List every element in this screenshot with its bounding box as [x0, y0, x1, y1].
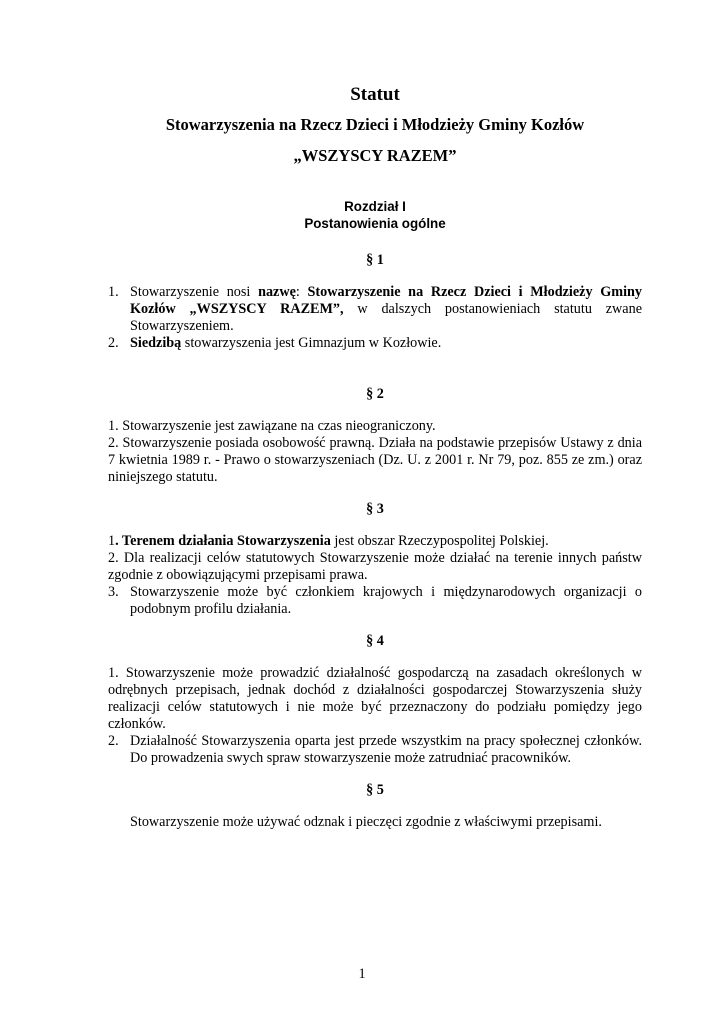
- bold-run: . Terenem działania Stowarzyszenia: [115, 533, 331, 549]
- chapter-name: Postanowienia ogólne: [304, 216, 446, 231]
- text-run: stowarzyszenia jest Gimnazjum w Kozłowie.: [181, 335, 442, 351]
- section-3-item-3: [108, 584, 642, 618]
- bold-run: Siedzibą: [130, 335, 182, 351]
- bold-run: Stowarzyszenie na Rzecz Dzieci i Młodzieży Gminy Kozłów „WSZYSCY RAZEM”,: [130, 284, 642, 317]
- page-number: 1: [358, 966, 366, 982]
- section-2-heading: § 2: [366, 386, 384, 402]
- document-title: Statut: [350, 84, 400, 105]
- section-2-paragraph-2: 2. Stowarzyszenie posiada osobowość prawną. Działa na podstawie przepisów Ustawy z dnia 7 kwietnia 1989 r. - Prawo o stowarzyszeniach (Dz. U. z 2001 r. Nr 79, poz. 855 ze zm.) oraz niniejszego statutu.: [108, 435, 642, 485]
- item-text: [130, 335, 642, 352]
- section-1-heading: § 1: [366, 252, 384, 268]
- section-4-heading: § 4: [366, 633, 384, 649]
- section-3-paragraph-1: [108, 533, 642, 550]
- section-3-heading: § 3: [366, 501, 384, 517]
- item-text: Działalność Stowarzyszenia oparta jest przede wszystkim na pracy społecznej członków. Do prowadzenia swych spraw stowarzyszenie może zatrudniać pracowników.: [130, 733, 642, 766]
- text-run: :: [295, 284, 308, 300]
- section-3-paragraph-2: 2. Dla realizacji celów statutowych Stowarzyszenie może działać na terenie innych państw zgodnie z obowiązującymi przepisami prawa.: [108, 550, 642, 583]
- text-run: Stowarzyszenie nosi: [130, 284, 259, 300]
- bold-run: nazwę: [258, 284, 296, 300]
- text-run: w dalszych postanowieniach statutu zwane Stowarzyszeniem.: [130, 301, 642, 334]
- text-run: 1: [108, 533, 116, 549]
- text-run: jest obszar Rzeczypospolitej Polskiej.: [330, 533, 549, 549]
- item-text: [130, 284, 642, 335]
- section-1-item-1: [108, 284, 642, 335]
- item-number: 2.: [108, 733, 119, 749]
- section-4-item-2: [108, 733, 642, 767]
- item-number: 1.: [108, 284, 119, 300]
- chapter-label: Rozdział I: [344, 199, 406, 214]
- item-text: Stowarzyszenie może być członkiem krajowych i międzynarodowych organizacji o podobnym profilu działania.: [130, 584, 642, 617]
- document-motto: „WSZYSCY RAZEM”: [293, 146, 457, 165]
- item-number: 2.: [108, 335, 119, 351]
- section-5-paragraph-1: Stowarzyszenie może używać odznak i pieczęci zgodnie z właściwymi przepisami.: [130, 814, 602, 830]
- item-number: 3.: [108, 584, 119, 600]
- section-1-item-2: [108, 335, 642, 352]
- section-4-paragraph-1: 1. Stowarzyszenie może prowadzić działalność gospodarczą na zasadach określonych w odrębnych przepisach, jednak dochód z działalności gospodarczej Stowarzyszenia służy realizacji celów statutowych i nie może być przeznaczony do podziału pomiędzy jego członków.: [108, 665, 642, 732]
- document-subtitle: Stowarzyszenia na Rzecz Dzieci i Młodzieży Gminy Kozłów: [165, 115, 585, 134]
- section-5-heading: § 5: [366, 782, 384, 798]
- section-2-paragraph-1: 1. Stowarzyszenie jest zawiązane na czas nieograniczony.: [108, 418, 436, 434]
